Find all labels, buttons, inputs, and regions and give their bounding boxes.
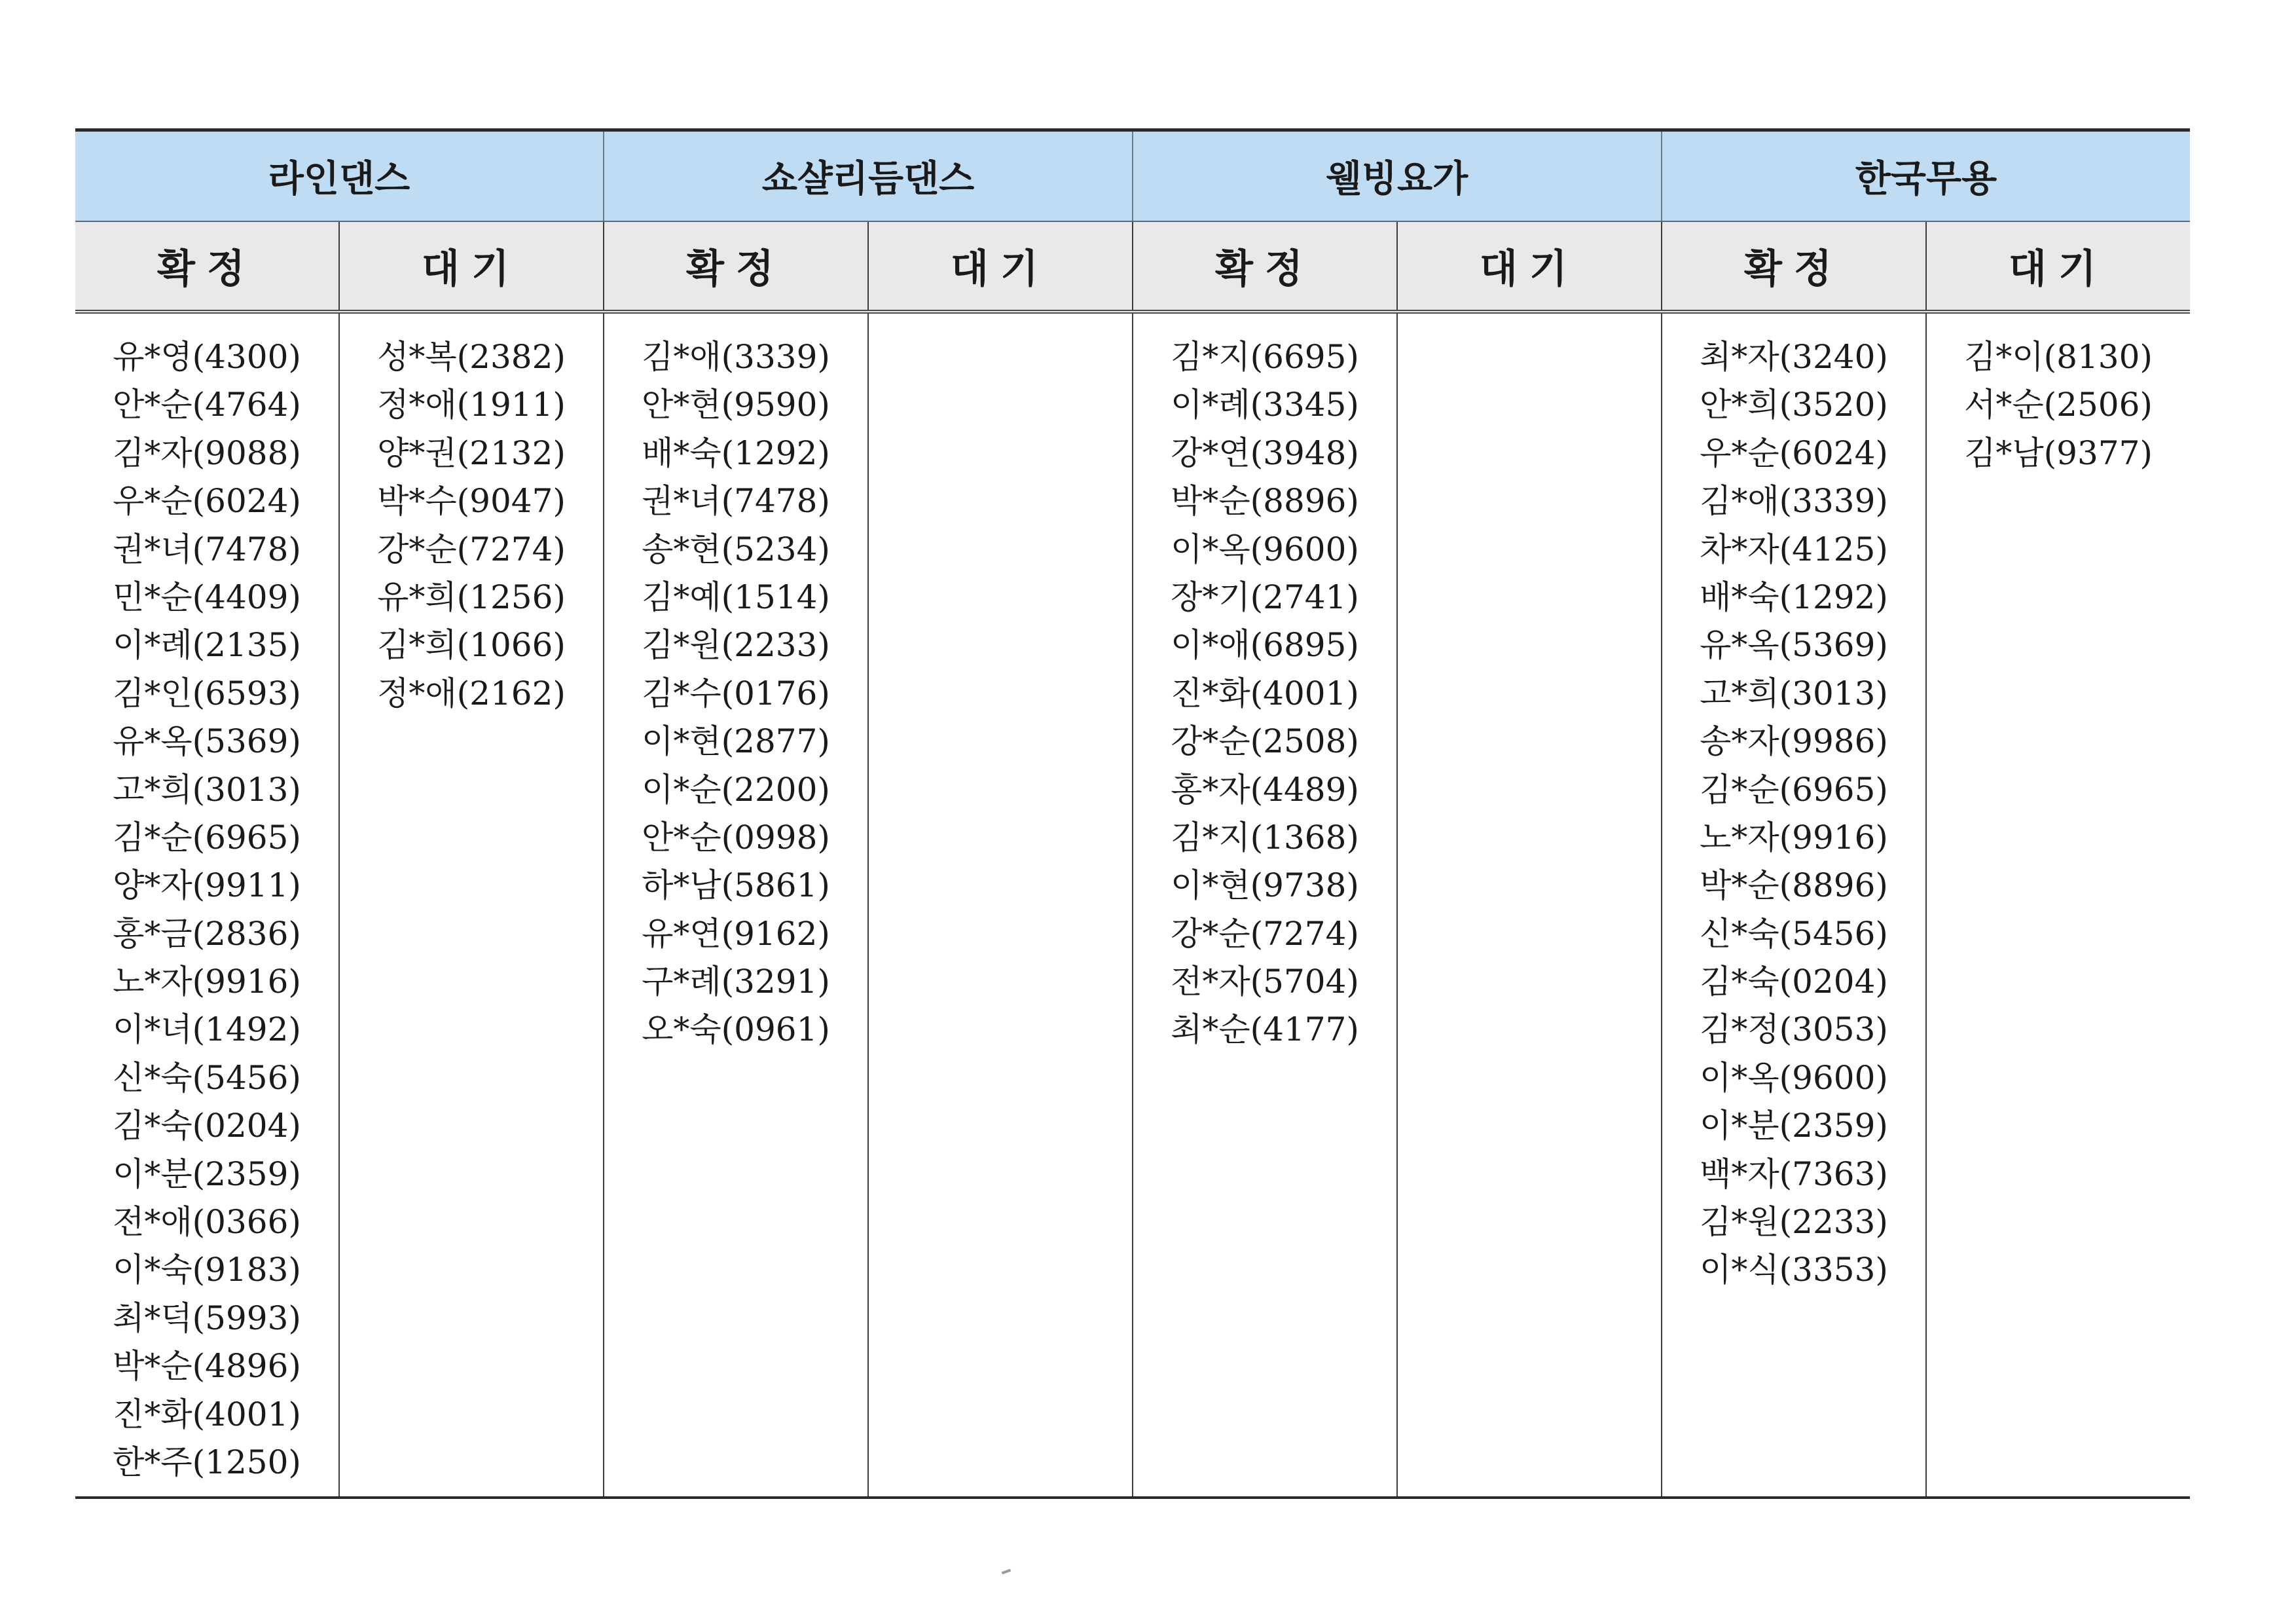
list-item: 성*복(2382) bbox=[377, 338, 566, 376]
list-item: 전*자(5704) bbox=[1171, 963, 1359, 1001]
list-item: 이*옥(9600) bbox=[1171, 530, 1359, 568]
list-item: 강*순(2508) bbox=[1171, 722, 1359, 761]
list-item: 배*숙(1292) bbox=[642, 434, 830, 472]
list-item: 이*분(2359) bbox=[113, 1154, 301, 1193]
list-item: 진*화(4001) bbox=[1171, 674, 1359, 712]
line-dance-waiting-column bbox=[340, 314, 604, 1496]
list-item: 안*희(3520) bbox=[1700, 386, 1888, 424]
list-item: 정*애(2162) bbox=[377, 674, 566, 712]
list-item: 김*희(1066) bbox=[377, 626, 566, 665]
social-rhythm-dance-waiting-column bbox=[869, 314, 1133, 1496]
status-header-confirmed: 확정 bbox=[604, 222, 869, 310]
list-item: 양*권(2132) bbox=[377, 434, 566, 472]
list-item: 이*녀(1492) bbox=[113, 1010, 301, 1049]
list-item: 김*애(3339) bbox=[1700, 482, 1888, 521]
social-rhythm-dance-confirmed-column bbox=[604, 314, 869, 1496]
list-item: 최*순(4177) bbox=[1171, 1010, 1359, 1049]
list-item: 김*원(2233) bbox=[1700, 1203, 1888, 1242]
list-item: 김*순(6965) bbox=[1700, 770, 1888, 809]
list-item: 최*덕(5993) bbox=[113, 1299, 301, 1337]
list-item: 이*분(2359) bbox=[1700, 1107, 1888, 1145]
list-item: 김*정(3053) bbox=[1700, 1010, 1888, 1049]
list-item: 김*이(8130) bbox=[1964, 338, 2153, 376]
list-item: 김*지(1368) bbox=[1171, 818, 1359, 857]
list-item: 강*순(7274) bbox=[1171, 914, 1359, 953]
list-item: 이*례(2135) bbox=[113, 626, 301, 665]
wellbeing-yoga-waiting-column bbox=[1398, 314, 1662, 1496]
list-item: 안*순(4764) bbox=[113, 386, 301, 424]
list-item: 이*옥(9600) bbox=[1700, 1058, 1888, 1097]
list-item: 이*순(2200) bbox=[642, 770, 830, 809]
list-item: 민*순(4409) bbox=[113, 578, 301, 616]
list-item: 유*연(9162) bbox=[642, 914, 830, 953]
list-item: 송*자(9986) bbox=[1700, 722, 1888, 761]
list-item: 김*순(6965) bbox=[113, 818, 301, 857]
list-item: 서*순(2506) bbox=[1964, 386, 2153, 424]
list-item: 김*숙(0204) bbox=[113, 1107, 301, 1145]
list-item: 이*현(9738) bbox=[1171, 866, 1359, 905]
list-item: 우*순(6024) bbox=[1700, 434, 1888, 472]
status-header-waiting: 대기 bbox=[2009, 246, 2108, 292]
status-header-waiting: 대기 bbox=[1398, 222, 1662, 310]
list-item: 김*수(0176) bbox=[642, 674, 830, 712]
list-item: 박*순(8896) bbox=[1171, 482, 1359, 521]
class-header-row bbox=[75, 128, 2190, 222]
list-item: 권*녀(7478) bbox=[642, 482, 830, 521]
list-item: 김*숙(0204) bbox=[1700, 963, 1888, 1001]
list-item: 김*예(1514) bbox=[642, 578, 830, 616]
list-item: 이*례(3345) bbox=[1171, 386, 1359, 424]
list-item: 강*연(3948) bbox=[1171, 434, 1359, 472]
line-dance-confirmed-column bbox=[75, 314, 340, 1496]
class-header-korean-dance: 한국무용 bbox=[1855, 157, 1997, 200]
list-item: 유*옥(5369) bbox=[1700, 626, 1888, 665]
list-item: 구*례(3291) bbox=[642, 963, 830, 1001]
list-item: 안*순(0998) bbox=[642, 818, 830, 857]
list-item: 유*옥(5369) bbox=[113, 722, 301, 761]
list-item: 고*희(3013) bbox=[1700, 674, 1888, 712]
list-item: 진*화(4001) bbox=[113, 1395, 301, 1433]
list-item: 최*자(3240) bbox=[1700, 338, 1888, 376]
status-header-confirmed: 확정 bbox=[1662, 222, 1927, 310]
class-header-line-dance: 라인댄스 bbox=[75, 132, 604, 221]
list-item: 김*애(3339) bbox=[642, 338, 830, 376]
list-item: 신*숙(5456) bbox=[1700, 914, 1888, 953]
list-item: 김*원(2233) bbox=[642, 626, 830, 665]
list-item: 한*주(1250) bbox=[113, 1443, 301, 1481]
status-header-waiting: 대기 bbox=[869, 222, 1133, 310]
list-item: 안*현(9590) bbox=[642, 386, 830, 424]
list-item: 양*자(9911) bbox=[113, 866, 301, 905]
list-item: 김*자(9088) bbox=[113, 434, 301, 472]
status-header-confirmed: 확정 bbox=[1133, 222, 1398, 310]
list-item: 유*희(1256) bbox=[377, 578, 566, 616]
list-item: 이*숙(9183) bbox=[113, 1251, 301, 1289]
list-item: 정*애(1911) bbox=[377, 386, 566, 424]
list-item: 박*순(4896) bbox=[113, 1347, 301, 1386]
korean-dance-confirmed-column bbox=[1662, 314, 1927, 1496]
scan-speck bbox=[1002, 1569, 1011, 1575]
list-item: 하*남(5861) bbox=[642, 866, 830, 905]
list-item: 홍*금(2836) bbox=[113, 914, 301, 953]
list-item: 백*자(7363) bbox=[1700, 1154, 1888, 1193]
list-item: 강*순(7274) bbox=[377, 530, 566, 568]
list-item: 이*현(2877) bbox=[642, 722, 830, 761]
class-header-wellbeing-yoga: 웰빙요가 bbox=[1133, 132, 1662, 221]
list-item: 김*남(9377) bbox=[1964, 434, 2153, 472]
status-header-confirmed: 확정 bbox=[75, 222, 340, 310]
list-item: 고*희(3013) bbox=[113, 770, 301, 809]
wellbeing-yoga-confirmed-column bbox=[1133, 314, 1398, 1496]
list-item: 오*숙(0961) bbox=[642, 1010, 830, 1049]
list-item: 권*녀(7478) bbox=[113, 530, 301, 568]
registration-table bbox=[75, 128, 2190, 1499]
list-item: 장*기(2741) bbox=[1171, 578, 1359, 616]
list-item: 이*식(3353) bbox=[1700, 1251, 1888, 1289]
list-item: 배*숙(1292) bbox=[1700, 578, 1888, 616]
table-body bbox=[75, 314, 2190, 1499]
korean-dance-waiting-column bbox=[1927, 314, 2190, 1496]
list-item: 차*자(4125) bbox=[1700, 530, 1888, 568]
list-item: 박*순(8896) bbox=[1700, 866, 1888, 905]
list-item: 노*자(9916) bbox=[1700, 818, 1888, 857]
list-item: 신*숙(5456) bbox=[113, 1058, 301, 1097]
list-item: 김*지(6695) bbox=[1171, 338, 1359, 376]
list-item: 노*자(9916) bbox=[113, 963, 301, 1001]
class-header-social-rhythm-dance: 쇼샬리듬댄스 bbox=[604, 132, 1133, 221]
list-item: 송*현(5234) bbox=[642, 530, 830, 568]
list-item: 유*영(4300) bbox=[113, 338, 301, 376]
list-item: 우*순(6024) bbox=[113, 482, 301, 521]
status-header-row bbox=[75, 222, 2190, 314]
status-header-waiting: 대기 bbox=[340, 222, 604, 310]
list-item: 이*애(6895) bbox=[1171, 626, 1359, 665]
list-item: 김*인(6593) bbox=[113, 674, 301, 712]
list-item: 전*애(0366) bbox=[113, 1203, 301, 1242]
list-item: 박*수(9047) bbox=[377, 482, 566, 521]
list-item: 홍*자(4489) bbox=[1171, 770, 1359, 809]
